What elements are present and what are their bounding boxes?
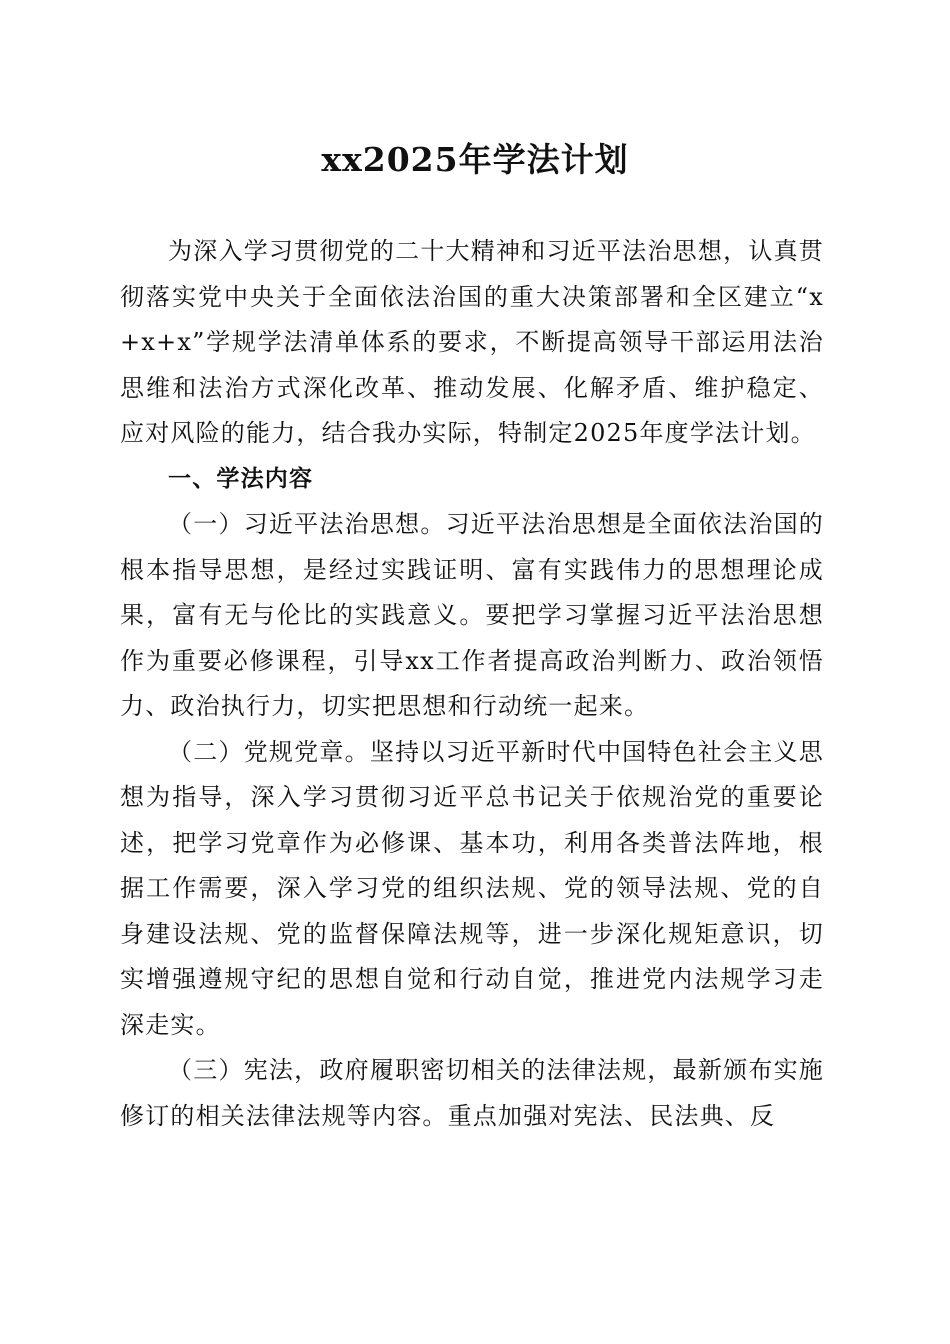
section-heading-learning-content: 一、学法内容 — [168, 465, 314, 492]
item-lead-2: （二）党规党章。 — [168, 737, 370, 766]
item-lead-3: （三）宪法，政府履职密切相关的法律法规，最新颁布实施修订的相关法律法规等内容。 — [120, 1056, 824, 1130]
item-text-2: 坚持以习近平新时代中国特色社会主义思想为指导，深入学习贯彻习近平总书记关于依规治党的重要论述，把学习党章作为必修课、基本功，利用各类普法阵地，根据工作需要，深入学习党的组织法规、党的领导法规、党的自身建设法规、党的监督保障法规等，进一步深化规矩意识，切实增强遵规守纪的思想自觉和行动自觉，推进党内法规学习走深走实。 — [120, 737, 824, 1039]
item-paragraph-3 — [120, 1048, 824, 1139]
item-paragraph-1 — [120, 502, 824, 730]
document-body — [120, 229, 824, 1139]
item-lead-1: （一）习近平法治思想。 — [168, 510, 446, 538]
item-text-3: 重点加强对宪法、民法典、反 — [447, 1101, 776, 1130]
item-text-1: 习近平法治思想是全面依法治国的根本指导思想，是经过实践证明、富有实践伟力的思想理论成果，富有无与伦比的实践意义。要把学习掌握习近平法治思想作为重要必修课程，引导xx工作者提高政治判断力、政治领悟力、政治执行力，切实把思想和行动统一起来。 — [120, 510, 825, 720]
item-paragraph-2 — [120, 730, 824, 1049]
intro-paragraph: 为深入学习贯彻党的二十大精神和习近平法治思想，认真贯彻落实党中央关于全面依法治国的重大决策部署和全区建立“x+x+x”学规学法清单体系的要求，不断提高领导干部运用法治思维和法治方式深化改革、推动发展、化解矛盾、维护稳定、应对风险的能力，结合我办实际，特制定2025年度学法计划。 — [120, 237, 824, 447]
document-title: xx2025年学法计划 — [321, 140, 629, 179]
